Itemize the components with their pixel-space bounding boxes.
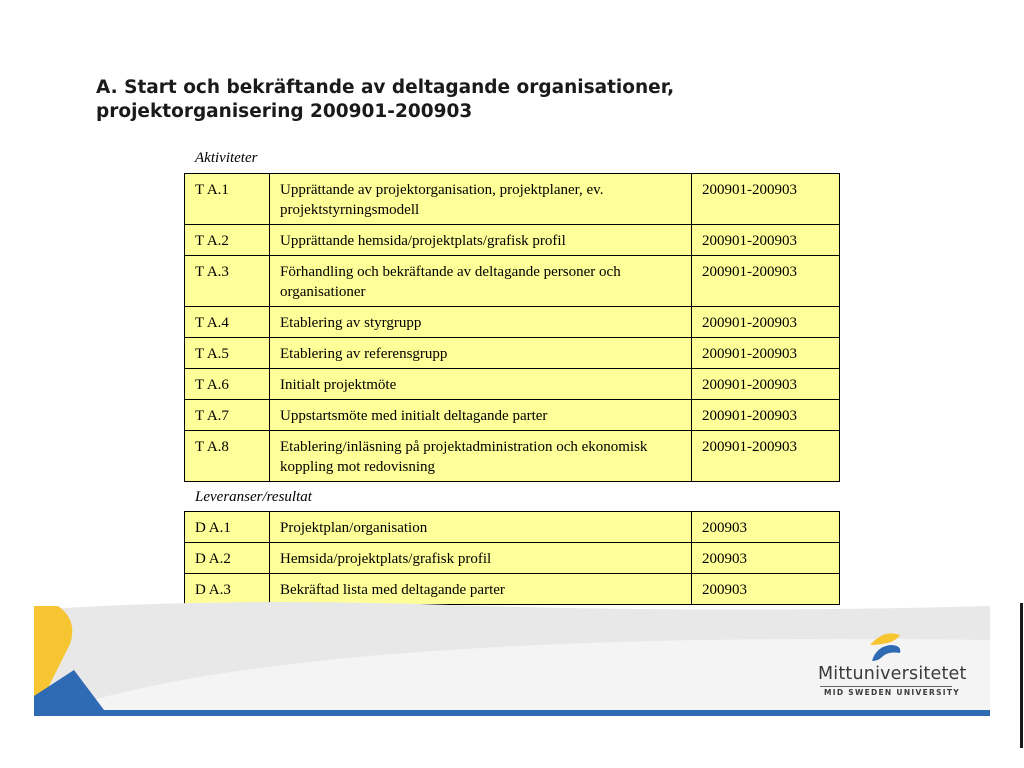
right-edge-line	[1020, 603, 1023, 748]
deliverables-caption: Leveranser/resultat	[195, 489, 312, 505]
table-row	[185, 431, 840, 482]
row-description: Bekräftad lista med deltagande parter	[270, 574, 692, 605]
deliverables-table	[184, 511, 840, 605]
row-period: 200901-200903	[692, 369, 840, 400]
logo-subtitle: MID SWEDEN UNIVERSITY	[824, 688, 961, 697]
row-id: D A.1	[185, 512, 270, 543]
logo-wordmark: Mittuniversitetet	[818, 664, 967, 684]
row-period: 200901-200903	[692, 307, 840, 338]
row-description: Etablering/inläsning på projektadministration och ekonomisk koppling mot redovisning	[270, 431, 692, 482]
logo-divider	[820, 686, 952, 687]
row-description: Förhandling och bekräftande av deltagande personer och organisationer	[270, 256, 692, 307]
row-period: 200901-200903	[692, 256, 840, 307]
footer-decoration	[0, 600, 1024, 768]
table-row	[185, 512, 840, 543]
row-period: 200903	[692, 512, 840, 543]
footer-blue-rule	[34, 710, 990, 716]
table-row	[185, 543, 840, 574]
row-id: T A.7	[185, 400, 270, 431]
row-id: T A.8	[185, 431, 270, 482]
table-row	[185, 338, 840, 369]
table-row	[185, 225, 840, 256]
row-id: T A.2	[185, 225, 270, 256]
row-id: T A.5	[185, 338, 270, 369]
row-period: 200901-200903	[692, 400, 840, 431]
row-description: Uppstartsmöte med initialt deltagande parter	[270, 400, 692, 431]
row-id: T A.3	[185, 256, 270, 307]
row-description: Hemsida/projektplats/grafisk profil	[270, 543, 692, 574]
table-row	[185, 369, 840, 400]
row-id: T A.6	[185, 369, 270, 400]
row-description: Initialt projektmöte	[270, 369, 692, 400]
row-id: D A.2	[185, 543, 270, 574]
row-period: 200901-200903	[692, 338, 840, 369]
row-description: Projektplan/organisation	[270, 512, 692, 543]
row-id: T A.4	[185, 307, 270, 338]
slide-title: A. Start och bekräftande av deltagande organisationer, projektorganisering 200901-200903	[96, 77, 675, 122]
row-description: Etablering av styrgrupp	[270, 307, 692, 338]
table-row	[185, 400, 840, 431]
row-description: Upprättande hemsida/projektplats/grafisk profil	[270, 225, 692, 256]
row-period: 200901-200903	[692, 431, 840, 482]
activities-caption: Aktiviteter	[195, 150, 258, 166]
table-row	[185, 256, 840, 307]
row-description: Etablering av referensgrupp	[270, 338, 692, 369]
table-row	[185, 307, 840, 338]
row-period: 200901-200903	[692, 225, 840, 256]
row-period: 200903	[692, 574, 840, 605]
row-period: 200901-200903	[692, 174, 840, 225]
row-period: 200903	[692, 543, 840, 574]
university-logo-icon	[866, 631, 906, 667]
row-id: D A.3	[185, 574, 270, 605]
row-id: T A.1	[185, 174, 270, 225]
row-description: Upprättande av projektorganisation, projektplaner, ev. projektstyrningsmodell	[270, 174, 692, 225]
activities-table	[184, 173, 840, 482]
table-row	[185, 174, 840, 225]
